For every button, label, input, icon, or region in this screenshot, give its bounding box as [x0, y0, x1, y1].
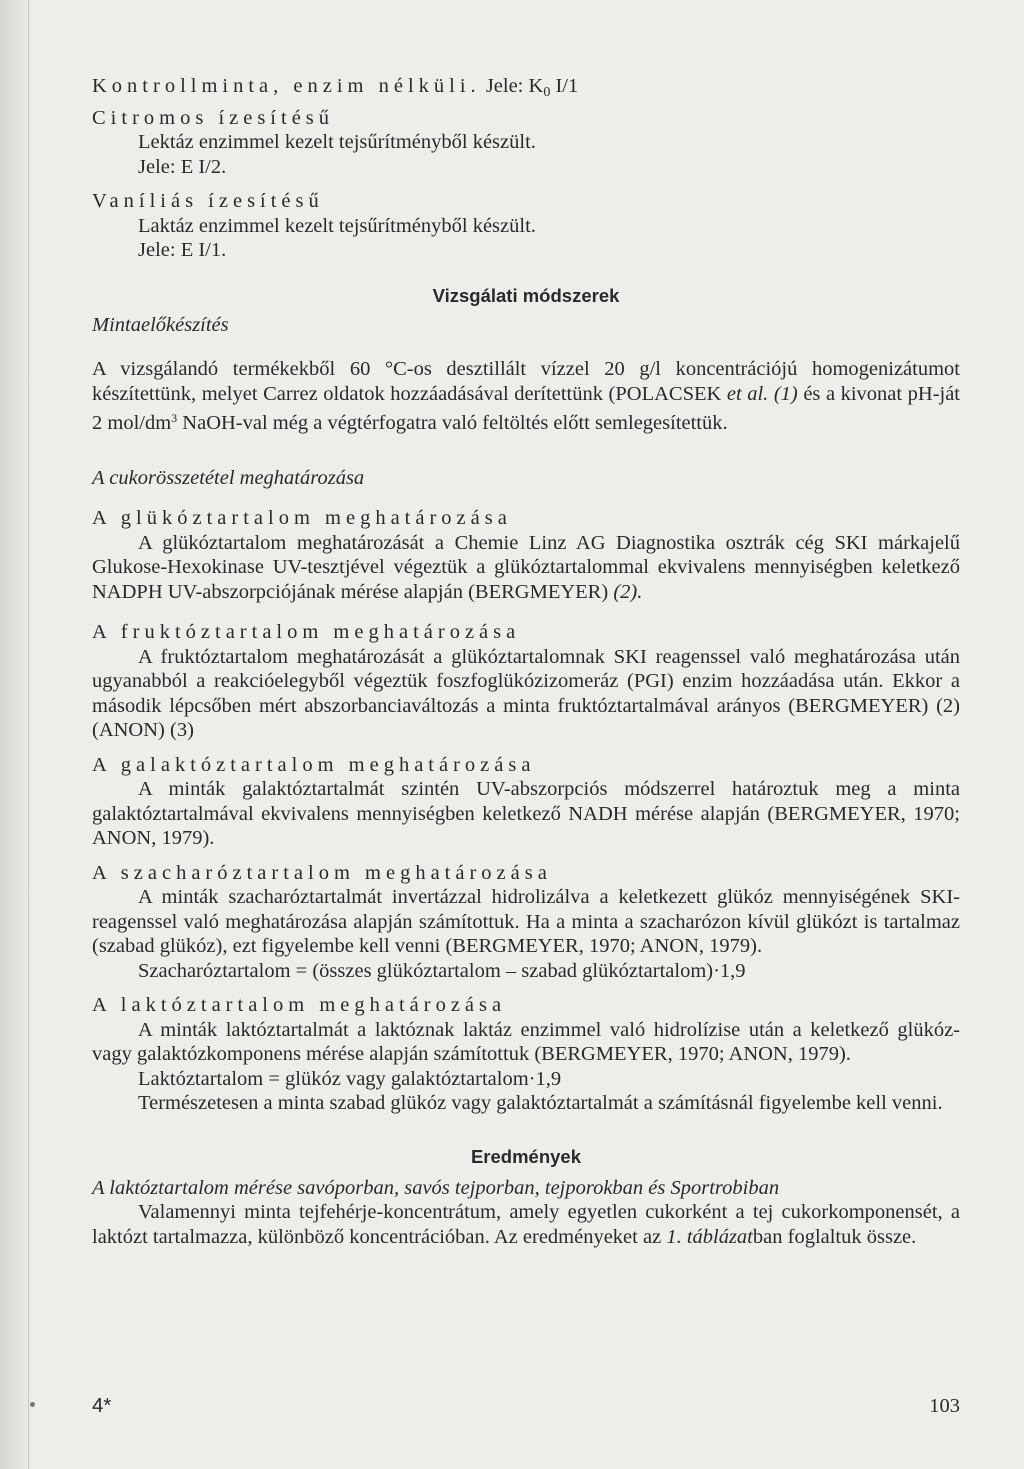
control-code-subscript: 0 — [543, 85, 551, 100]
lemon-flavor-code: Jele: E I/2. — [138, 155, 227, 178]
sample-prep-superscript: 3 — [171, 411, 178, 425]
lactose-note: Természetesen a minta szabad glükóz vagy galaktóztartalmát a számításnál figyelembe kell venni. — [138, 1092, 943, 1114]
sucrose-title: A szacharóztartalom meghatározása — [92, 861, 552, 884]
fructose-paragraph: A fruktóztartalom meghatározását a glükóztartalomnak SKI reagenssel való meghatározása után ugyanabból a reakcióelegyből végeztük foszfoglükózizomeráz (PGI) enzim hozzáadása után. Ekkor a második lépcsőben mért abszorbanciaváltozás a minta fruktóztartalmával arányos (BERGMEYER) (2) (ANON) (3) — [92, 645, 960, 741]
control-sample-line — [92, 74, 960, 106]
sample-prep-title: Mintaelőkészítés — [92, 313, 229, 336]
lactose-formula: Laktóztartalom = glükóz vagy galaktóztartalom·1,9 — [138, 1067, 562, 1090]
page-number: 103 — [929, 1394, 960, 1417]
results-heading: Eredmények — [470, 1145, 582, 1167]
results-subtitle: A laktóztartalom mérése savóporban, savós tejporban, tejporokban és Sportrobiban — [92, 1176, 780, 1199]
results-text-1: Valamennyi minta tejfehérje-koncentrátum, amely egyetlen cukorként a tej cukorkomponensét, a laktózt tartalmazza, különböző koncentrációban. Az eredményeket az — [92, 1201, 960, 1248]
glucose-paragraph — [92, 531, 960, 605]
sample-prep-et-al: et al. — [726, 382, 769, 405]
results-table-reference: 1. táblázat — [666, 1225, 753, 1248]
signature-mark: 4* — [92, 1394, 112, 1417]
vanilla-flavor-description: Laktáz enzimmel kezelt tejsűrítményből készült. — [138, 214, 536, 237]
glucose-body: A glükóztartalom meghatározását a Chemie Linz AG Diagnostika osztrák cég SKI márkajelű Glukose-Hexokinase UV-tesztjével végeztük a glükóztartalommal ekvivalens mennyiségben keletkező NADPH UV-abszorpciójának mérése alapján (BERGMEYER) — [92, 531, 960, 603]
sucrose-paragraph: A minták szacharóztartalmát invertázzal hidrolizálva a keletkezett glükóz mennyiségének SKI-reagenssel való meghatározása alapján számítottuk. Ha a minta a szacharózon kívül glükózt is tartalmaz (szabad glükóz), ezt figyelembe kell venni (BERGMEYER, 1970; ANON, 1979). — [92, 886, 960, 957]
sample-prep-paragraph — [92, 357, 960, 436]
control-code-prefix: Jele: K — [485, 75, 544, 97]
vanilla-flavor-title: Vaníliás ízesítésű — [92, 190, 324, 212]
control-code-suffix: I/1 — [550, 75, 579, 97]
lemon-flavor-title: Citromos ízesítésű — [92, 106, 335, 129]
sugar-composition-title: A cukorösszetétel meghatározása — [92, 466, 365, 489]
results-text-2: ban foglaltuk össze. — [752, 1225, 917, 1248]
sample-prep-text-2: és a kivonat pH-ját 2 mol/dm — [92, 382, 961, 434]
lactose-paragraph: A minták laktóztartalmát a laktóznak laktáz enzimmel való hidrolízise után a keletkező glükóz- vagy galaktózkomponens mérése alapján számítottuk (BERGMEYER, 1970; ANON, 1979). — [92, 1018, 960, 1065]
sample-prep-text-3: NaOH-val még a végtérfogatra való feltöltés előtt semlegesítettük. — [177, 412, 728, 434]
galactose-paragraph: A minták galaktóztartalmát szintén UV-abszorpciós módszerrel határoztuk meg a minta galaktóztartalmával ekvivalens mennyiségben keletkező NADH mérése alapján (BERGMEYER, 1970; ANON, 1979). — [92, 778, 960, 849]
galactose-title: A galaktóztartalom meghatározása — [92, 753, 536, 776]
control-label: Kontrollminta, enzim nélküli. — [92, 75, 481, 97]
glucose-reference: (2). — [613, 580, 643, 603]
sample-prep-text-1: A vizsgálandó termékekből 60 °C-os desztillált vízzel 20 g/l koncentrációjú homogenizátumot készítettünk, melyet Carrez oldatok hozzáadásával derítettünk (POLACSEK — [92, 358, 960, 405]
page-content — [92, 74, 960, 1249]
vanilla-flavor-code: Jele: E I/1. — [138, 239, 227, 261]
lemon-flavor-description: Lektáz enzimmel kezelt tejsűrítményből készült. — [138, 131, 536, 153]
control-code — [485, 75, 579, 100]
book-gutter-line — [28, 0, 29, 1469]
methods-heading: Vizsgálati módszerek — [432, 284, 620, 306]
fructose-title: A fruktóztartalom meghatározása — [92, 621, 521, 643]
margin-dot — [30, 1402, 35, 1407]
results-paragraph — [92, 1200, 960, 1249]
sucrose-formula: Szacharóztartalom = (összes glükóztartalom – szabad glükóztartalom)·1,9 — [138, 959, 746, 982]
sample-prep-reference: (1) — [768, 382, 798, 405]
lactose-title: A laktóztartalom meghatározása — [92, 994, 507, 1016]
glucose-title: A glükóztartalom meghatározása — [92, 507, 512, 529]
page-footer — [92, 1394, 960, 1418]
